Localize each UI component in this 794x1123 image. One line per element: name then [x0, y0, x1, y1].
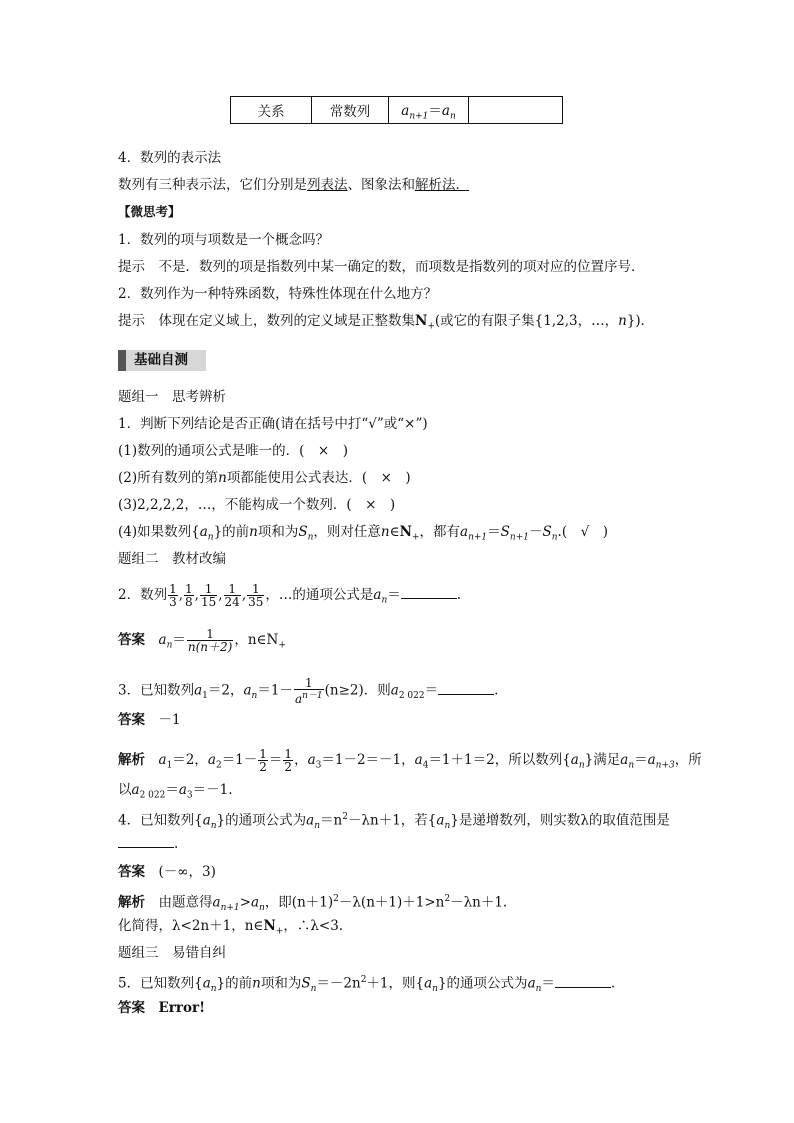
var-n: n [249, 524, 258, 540]
answer-blank[interactable] [401, 586, 457, 599]
var-n: n [218, 470, 227, 486]
g2-q2 [118, 583, 461, 611]
think-q1: 1．数列的项与项数是一个概念吗？ [118, 232, 330, 248]
sub-n1: n+1 [509, 532, 529, 543]
sup-2: 2 [342, 812, 348, 822]
text: 由题意得 [158, 894, 213, 911]
table-cell-formula [389, 97, 469, 124]
sub-n: n [251, 691, 258, 702]
text: ＝ [268, 752, 283, 768]
text: 3．已知数列 [118, 682, 195, 699]
sub-2022: 2 022 [139, 790, 166, 801]
num: 1 [200, 583, 217, 596]
text: －λn＋1. [450, 894, 508, 911]
g3-q5 [118, 970, 615, 999]
eq: ＝ [172, 632, 186, 648]
sub-n1: n+1 [468, 532, 488, 543]
text: ，即(n＋1) [264, 894, 334, 911]
section-title: 基础自测 [134, 352, 188, 368]
answer-value: (－∞，3) [158, 864, 216, 880]
comma: , [178, 587, 184, 603]
sub-n: n [578, 760, 585, 771]
sub-plus: + [278, 640, 286, 651]
sub-n: n [314, 821, 320, 832]
sub-n: n [444, 821, 451, 832]
set-N: N [415, 313, 428, 329]
text: 4．已知数列{ [118, 812, 203, 829]
text: ，n∈N [234, 632, 279, 648]
sup-2: 2 [360, 975, 367, 985]
text: 、图象法和 [347, 177, 415, 193]
var-a: a [570, 752, 579, 768]
sup: n－1 [302, 691, 323, 701]
sub-n: n [310, 984, 317, 995]
set-N: N [399, 524, 412, 540]
eq: ＝ [387, 587, 401, 603]
text: ＝2， [172, 752, 208, 768]
num: 1 [169, 582, 177, 596]
text: ＝2， [207, 682, 244, 699]
eq: ＝ [424, 682, 439, 699]
table-row [231, 97, 563, 124]
sub-n: n [210, 984, 217, 995]
answer-fraction [187, 628, 233, 653]
sub-plus: + [427, 321, 435, 332]
var-a: a [460, 524, 469, 540]
var-a: a [436, 812, 445, 829]
underline-analytic-method: 解析法． [415, 177, 469, 193]
var-S: S [500, 524, 510, 540]
answer-label: 答案 [118, 632, 159, 648]
q4-answer [118, 862, 216, 882]
text: (或它的有限子集{1,2,3，…， [434, 313, 619, 329]
sub-n1: n+1 [220, 903, 240, 914]
text: 项和为 [257, 524, 299, 540]
sub-2: 2 [215, 760, 222, 771]
sub-n1: n+1 [409, 111, 429, 122]
sub-n: n [307, 532, 314, 543]
sub-1: 1 [202, 691, 208, 702]
answer-label: 答案 [118, 1000, 159, 1016]
var-a: a [294, 692, 303, 706]
text: －λn＋1，若{ [347, 812, 437, 829]
text: ，…的通项公式是 [265, 587, 374, 603]
var-a: a [158, 632, 167, 648]
sub-3: 3 [186, 790, 193, 801]
minus: － [528, 524, 543, 540]
sub-n: n [259, 903, 265, 914]
text: .( √ ) [557, 524, 608, 540]
eq: ＝ [487, 524, 501, 540]
sub-n: n [381, 595, 388, 606]
text: ∈ [389, 524, 400, 540]
var-a: a [307, 752, 316, 768]
text: (2)所有数列的第 [118, 470, 219, 486]
var-a: a [202, 975, 211, 992]
text: (4)如果数列{ [118, 524, 200, 540]
g1-s1: (1)数列的通项公式是唯一的．( × ) [118, 443, 348, 459]
num: 1 [224, 583, 241, 596]
text: ＝1－2＝－1， [321, 752, 415, 768]
sub-n3: n+3 [655, 760, 675, 771]
var-a: a [199, 524, 208, 540]
sub-n: n [628, 760, 635, 771]
text: 5．已知数列{ [118, 975, 203, 992]
sup-2: 2 [444, 894, 451, 904]
var-a: a [178, 782, 187, 798]
g2-title: 题组二 教材改编 [118, 551, 226, 567]
text: (n≥2)．则 [324, 682, 391, 699]
var-a: a [424, 975, 433, 992]
var-a: a [194, 682, 203, 699]
text: ＝n [320, 812, 343, 829]
think-q2: 2．数列作为一种特殊函数，特殊性体现在什么地方？ [118, 286, 438, 302]
table-cell-empty [469, 97, 563, 124]
num: 1 [259, 747, 267, 761]
text: 2．数列 [118, 587, 168, 603]
sub-plus: + [411, 532, 420, 543]
text: ＝1－ [221, 752, 258, 768]
var-n: n [252, 975, 261, 992]
text: 以 [118, 782, 132, 798]
sub-n: n [449, 111, 456, 122]
var-a: a [131, 782, 140, 798]
set-N: N [263, 918, 276, 934]
table-cell-constant-seq: 常数列 [312, 97, 389, 124]
dot: . [456, 587, 462, 603]
text: })． [626, 313, 655, 329]
den [294, 690, 324, 705]
var-a: a [207, 752, 216, 768]
g2-answer [118, 628, 286, 656]
fraction [168, 583, 178, 608]
think-a2 [118, 311, 654, 337]
var-a: a [647, 752, 656, 768]
var-a: a [527, 975, 536, 992]
text: －λ(n＋1)＋1>n [338, 894, 445, 911]
text: ＝1＋1＝2，所以数列{ [428, 752, 571, 768]
text: 项和为 [260, 975, 302, 992]
num: 1 [294, 677, 324, 690]
den: 35 [248, 595, 264, 609]
g3-title: 题组三 易错自纠 [118, 945, 226, 961]
num: 1 [284, 747, 293, 761]
text: ，则对任意 [313, 524, 381, 540]
text: 数列有三种表示法，它们分别是 [118, 177, 307, 193]
text: }的通项公式为 [216, 812, 307, 829]
num: 1 [185, 582, 193, 596]
q4 [118, 807, 670, 836]
dot: . [494, 682, 499, 699]
text: 化简得，λ<2n＋1，n∈ [118, 918, 264, 934]
sub-n: n [166, 640, 173, 651]
solution-label: 解析 [118, 894, 159, 911]
text: ，都有 [419, 524, 461, 540]
solution-label: 解析 [118, 752, 159, 768]
text: ＝1－ [257, 682, 293, 699]
var-n: n [618, 313, 627, 329]
q4-blank-line [118, 834, 178, 854]
section-bar [118, 350, 126, 371]
den: 3 [169, 595, 177, 609]
text: 提示 体现在定义域上，数列的定义域是正整数集 [118, 313, 415, 329]
underline-list-method: 列表法 [307, 177, 348, 193]
text: ，∴λ<3. [283, 918, 344, 934]
num: 1 [187, 628, 233, 641]
answer-blank[interactable] [555, 975, 611, 988]
q4-solution [118, 889, 507, 918]
g3-answer [118, 998, 205, 1018]
g1-s4 [118, 522, 608, 548]
g1-q1: 1．判断下列结论是否正确(请在括号中打“√”或“×”) [118, 416, 428, 432]
sub-plus: + [275, 926, 284, 937]
text: > [239, 894, 251, 911]
var-a: a [441, 102, 450, 119]
answer-blank[interactable] [118, 835, 174, 848]
sub-n: n [210, 821, 217, 832]
var-S: S [298, 524, 308, 540]
text: ＝－1. [192, 782, 233, 798]
text: }是递增数列，则实数λ的取值范围是 [450, 812, 670, 829]
g2-q3-answer [118, 710, 181, 730]
answer-value: －1 [158, 712, 181, 728]
answer-label: 答案 [118, 712, 159, 728]
den: 2 [284, 760, 293, 774]
sup-2: 2 [333, 894, 339, 904]
den: 2 [259, 760, 267, 774]
s4-title: 4．数列的表示法 [118, 150, 222, 166]
text: ＋1，则{ [366, 975, 425, 992]
text: }的通项公式为 [437, 975, 528, 992]
g1-title: 题组一 思考辨析 [118, 389, 226, 405]
var-a: a [620, 752, 629, 768]
sub-n: n [551, 532, 558, 543]
var-a: a [243, 682, 252, 699]
g2-q3-solution [118, 748, 702, 776]
fraction [258, 748, 268, 773]
dot: . [610, 975, 616, 992]
num: 1 [247, 583, 264, 596]
table-cell-relation: 关系 [231, 97, 312, 124]
think-a1: 提示 不是．数列的项是指数列中某一确定的数，而项数是指数列的项对应的位置序号． [118, 259, 645, 275]
sub-1: 1 [166, 760, 173, 771]
sub-n: n [432, 984, 438, 995]
var-n: n [380, 524, 390, 540]
g1-s2 [118, 468, 411, 488]
var-a: a [390, 682, 399, 699]
eq: ＝ [634, 752, 648, 768]
var-a: a [401, 102, 410, 119]
g1-s3: (3)2,2,2,2，…，不能构成一个数列．( × ) [118, 497, 396, 513]
answer-error: Error! [158, 1000, 206, 1016]
var-a: a [158, 752, 167, 768]
fraction [224, 583, 241, 608]
var-a: a [306, 812, 315, 829]
answer-blank[interactable] [438, 682, 494, 695]
den: n(n＋2) [187, 640, 233, 654]
q4-simplify [118, 916, 343, 942]
text: ， [294, 752, 308, 768]
fraction [283, 748, 293, 773]
s4-text [118, 175, 469, 195]
fraction [247, 583, 264, 608]
text: ＝－2n [316, 975, 361, 992]
dot: . [174, 836, 179, 852]
fraction [294, 677, 324, 705]
g2-q3-solution-2 [118, 780, 233, 806]
var-S: S [542, 524, 552, 540]
text: }满足 [584, 752, 621, 768]
section-header [118, 350, 206, 371]
den: 15 [200, 595, 217, 609]
text: 项都能使用公式表达．( × ) [226, 470, 411, 486]
var-a: a [202, 812, 211, 829]
sub-4: 4 [422, 760, 429, 771]
comma: , [218, 587, 223, 603]
eq: ＝ [165, 782, 179, 798]
relation-table [230, 96, 563, 124]
comma: , [241, 587, 247, 603]
sub-n: n [207, 532, 214, 543]
var-a: a [414, 752, 423, 768]
var-a: a [212, 894, 221, 911]
text: }的前 [213, 524, 250, 540]
text: ，所 [674, 752, 702, 768]
var-a: a [373, 587, 382, 603]
fraction [184, 583, 194, 608]
sub-n: n [535, 984, 542, 995]
text: }的前 [216, 975, 253, 992]
den: 24 [224, 595, 240, 609]
sub-2022: 2 022 [398, 691, 425, 702]
var-a: a [250, 894, 260, 911]
eq: ＝ [428, 102, 442, 119]
comma: , [194, 587, 199, 603]
eq: ＝ [541, 975, 555, 992]
answer-label: 答案 [118, 864, 159, 880]
think-heading: 【微思考】 [118, 204, 181, 219]
g2-q3 [118, 677, 498, 706]
var-S: S [301, 975, 311, 992]
den: 8 [185, 595, 193, 609]
sub-3: 3 [315, 760, 322, 771]
fraction [200, 583, 217, 608]
